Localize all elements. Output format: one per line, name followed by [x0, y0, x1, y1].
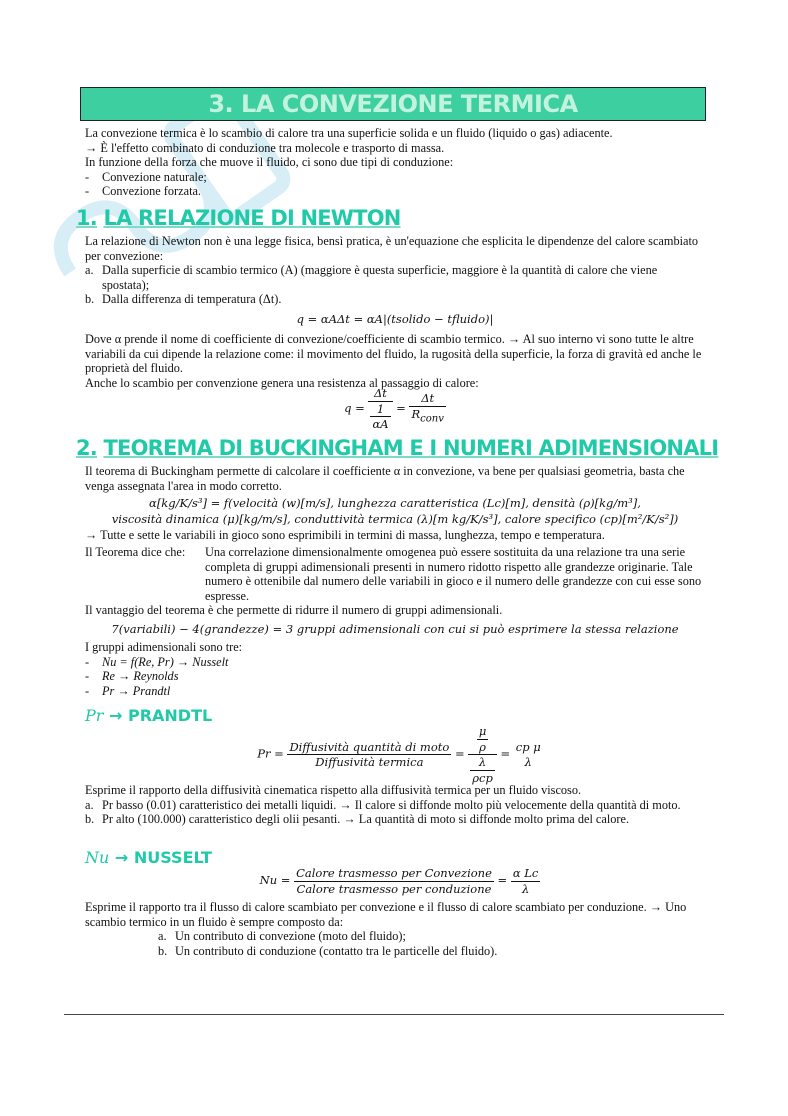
prandtl-heading: Pr → PRANDTL — [85, 706, 213, 725]
intro-line-3: In funzione della forza che muove il fluido, ci sono due tipi di conduzione: — [85, 155, 454, 170]
intro-section — [85, 126, 705, 199]
list-item-a: a. Pr basso (0.01) caratteristico dei metalli liquidi. → Il calore si diffonde molto più velocemente della quantità di moto. — [85, 797, 681, 812]
section-2-body-2 — [85, 528, 705, 543]
section-1-body — [85, 234, 705, 307]
list-item-b: b. Pr alto (100.000) caratteristico degli olii pesanti. → La quantità di moto si diffonde molto prima del calore. — [85, 812, 630, 827]
buckingham-equation-line-1: α[kg/K/s³] = f(velocità (w)[m/s], lunghezza caratteristica (Lc)[m], densità (ρ)[kg/m³], — [149, 496, 641, 510]
buckingham-equation-line-2: viscosità dinamica (μ)[kg/m/s], conduttività termica (λ)[m kg/K/s³], calore specifico (cp)[m²/K/s²]) — [111, 512, 679, 526]
intro-line-1: La convezione termica è lo scambio di calore tra una superficie solida e un fluido (liquido o gas) adiacente. — [85, 126, 613, 140]
groups-intro: I gruppi adimensionali sono tre: — [85, 640, 243, 654]
section-2-paragraph-1: Il teorema di Buckingham permette di calcolare il coefficiente α in convezione, va bene per qualsiasi geometria, basta che venga assegnata l'area in modo corretto. — [85, 464, 685, 493]
page-title-box — [80, 87, 706, 121]
list-item-b: b. Un contributo di conduzione (contatto tra le particelle del fluido). — [158, 943, 498, 958]
list-item-a: a. Dalla superficie di scambio termico (A) (maggiore è questa superficie, maggiore è la quantità di calore che viene spostata); — [85, 263, 658, 292]
nusselt-body — [85, 900, 705, 958]
theorem-label: Il Teorema dice che: — [85, 545, 186, 559]
section-1-paragraph-2: Dove α prende il nome di coefficiente di convezione/coefficiente di scambio termico. → Al suo interno vi sono tutte le altre variabili da cui dipende la relazione come: il movimento del fluido, la rugosità della superficie, la forza di gravità ed anche le proprietà del fluido. — [85, 332, 702, 376]
groups-equation: 7(variabili) − 4(grandezze) = 3 gruppi adimensionali con cui si può esprimere la stessa relazione — [111, 622, 679, 636]
section-1-body-2 — [85, 332, 705, 390]
newton-equation: q = αAΔt = αA|(tsolido − tfluido)| — [296, 312, 494, 326]
list-item-a: a. Un contributo di convezione (moto del fluido); — [158, 929, 406, 944]
prandtl-paragraph: Esprime il rapporto della diffusività cinematica rispetto alla diffusività termica per un fluido viscoso. — [85, 783, 582, 797]
section-1-paragraph-3: Anche lo scambio per convenzione genera una resistenza al passaggio di calore: — [85, 375, 479, 390]
nusselt-equation: Nu = $\frac{\text{Calore trasmesso per Convezione}}{\text{Calore trasmesso per conduzione}}$ = $\frac{\text{α Lc}}{\lambda}$ — [259, 866, 539, 896]
section-2-paragraph-3: Il vantaggio del teorema è che permette di ridurre il numero di gruppi adimensionali. — [85, 603, 503, 617]
list-item: - Convezione naturale; — [85, 169, 207, 184]
nusselt-paragraph: Esprime il rapporto tra il flusso di calore scambiato per convezione e il flusso di calore scambiato per conduzione. → Uno scambio termico in un fluido è sempre composto da: — [85, 900, 687, 929]
theorem-text: Una correlazione dimensionalmente omogenea può essere sostituita da una relazione tra una serie completa di gruppi adimensionali presenti in numero ridotto rispetto alle grandezze originarie. Tale numero è ottenibile dal numero delle variabili in gioco e il numero delle grandezze con cui esse sono espresse. — [205, 545, 702, 603]
list-item: - Pr → Prandtl — [85, 683, 171, 698]
resistance-equation: q = $\frac{\Delta t}{\frac{1}{\alpha A}}$ = $\frac{\Delta t}{R_{conv}}$ — [344, 386, 444, 432]
prandtl-body — [85, 783, 705, 827]
section-1-paragraph-1: La relazione di Newton non è una legge fisica, bensì pratica, è un'equazione che esplicita le dipendenze del calore scambiato per convezione: — [85, 234, 699, 263]
section-2-heading: 2. TEOREMA DI BUCKINGHAM E I NUMERI ADIMENSIONALI — [76, 436, 719, 460]
footer-divider — [64, 1014, 724, 1015]
section-2-body — [85, 464, 705, 493]
page-title: 3. LA CONVEZIONE TERMICA — [208, 90, 578, 118]
section-2-body-3 — [85, 603, 705, 618]
section-1-heading: 1. LA RELAZIONE DI NEWTON — [76, 206, 401, 230]
list-item-b: b. Dalla differenza di temperatura (Δt). — [85, 292, 282, 307]
prandtl-equation: Pr = $\frac{\text{Diffusività quantità di moto}}{\text{Diffusività termica}}$ = $\frac{\frac{\mu}{\rho}}{\frac{\lambda}{\text{ρcp}}}$ = cp μ λ — [257, 724, 541, 785]
list-item: - Convezione forzata. — [85, 184, 202, 199]
list-item: - Re → Reynolds — [85, 669, 179, 684]
groups-list — [85, 640, 705, 698]
intro-line-2: → È l'effetto combinato di conduzione tra molecole e trasporto di massa. — [85, 140, 445, 155]
nusselt-heading: Nu → NUSSELT — [85, 848, 212, 867]
list-item: - Nu = f(Re, Pr) → Nusselt — [85, 654, 229, 669]
section-2-paragraph-2: → Tutte e sette le variabili in gioco sono esprimibili in termini di massa, lunghezza, tempo e temperatura. — [85, 528, 605, 542]
